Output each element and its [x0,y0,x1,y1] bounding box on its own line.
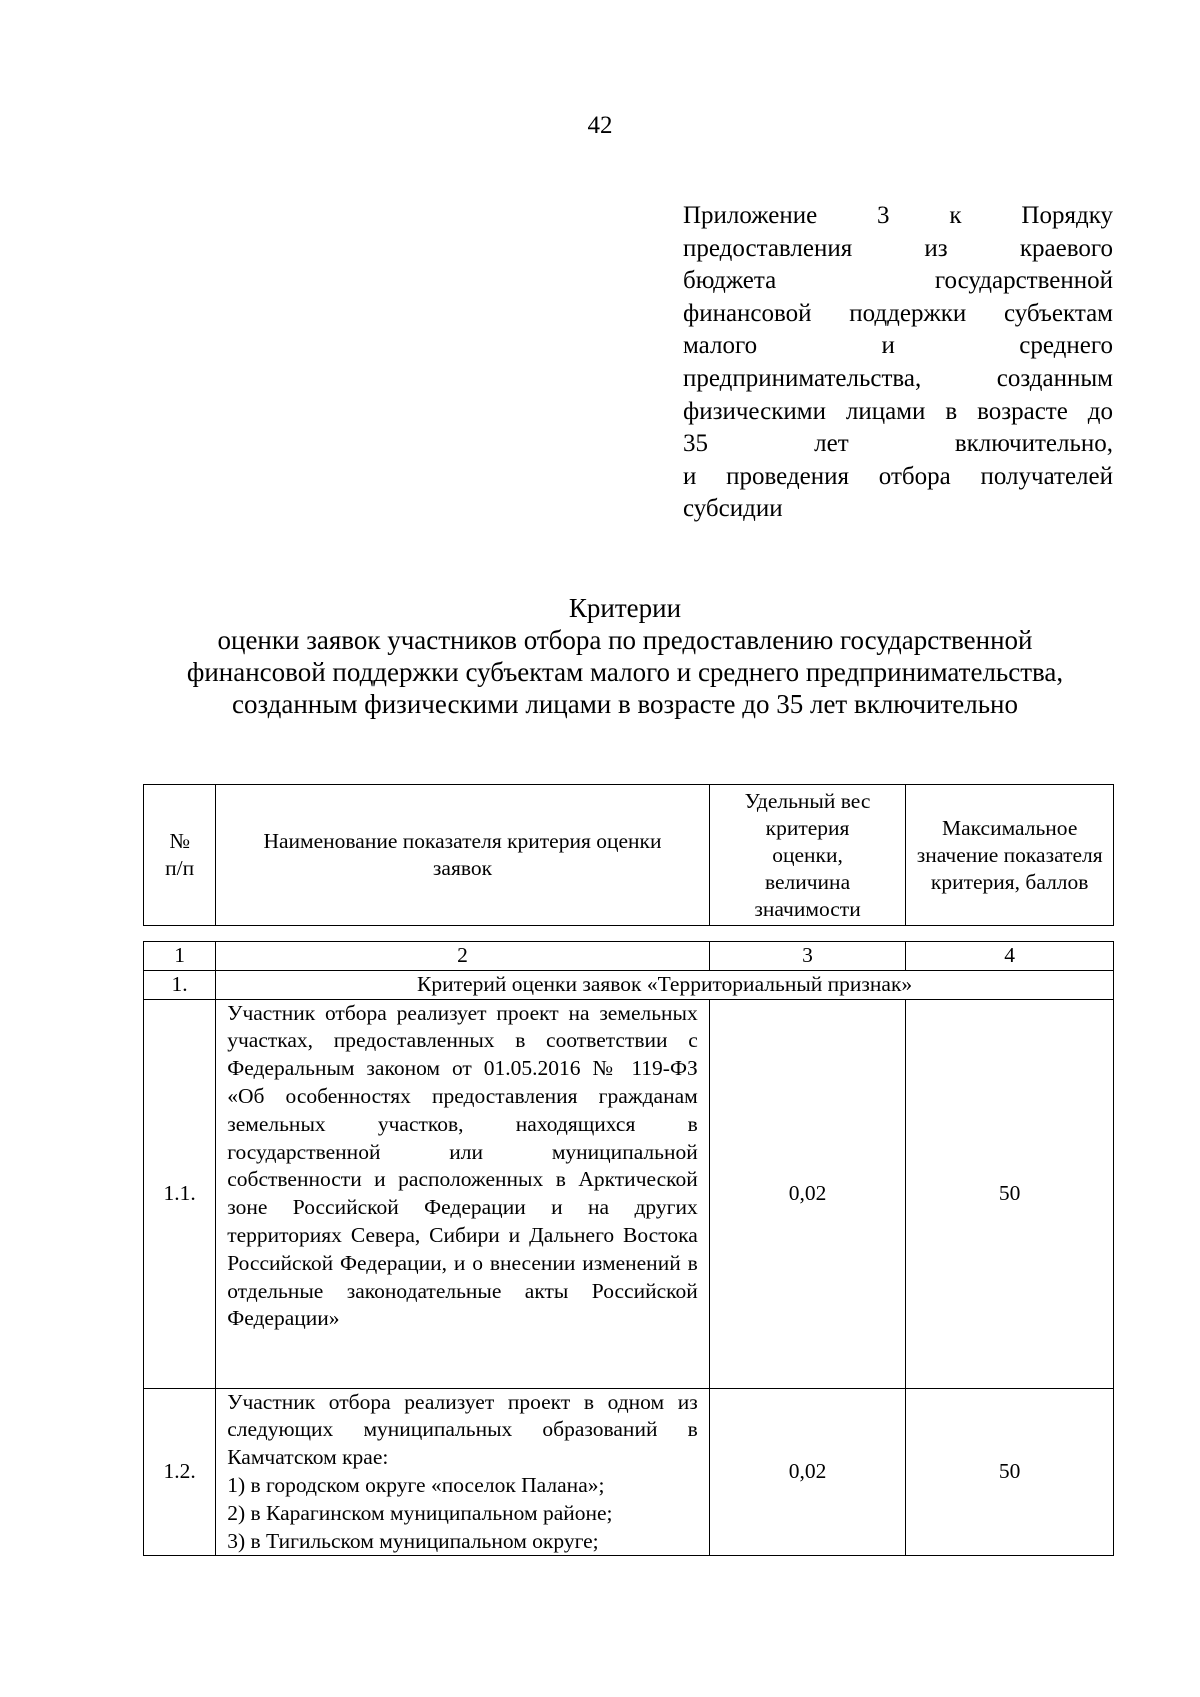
section-num: 1. [144,970,216,999]
column-number: 2 [216,942,710,971]
row-criterion-text: Участник отбора реализует проект на земельных участках, предоставленных в соответствии с Федеральным законом от 01.05.2016 № 119-ФЗ «Об особенностях предоставления гражданам земельных участков, находящихся в государственной или муниципальной собственности и расположенных в Арктической зоне Российской Федерации и на других территориях Севера, Сибири и Дальнего Востока Российской Федерации, и о внесении изменений в отдельные законодательные акты Российской Федерации» [216,999,710,1388]
title-heading: Критерии [568,593,682,623]
row-num: 1.2. [144,1388,216,1556]
document-title [0,592,1200,720]
criteria-table-header [143,784,1114,926]
row-max: 50 [906,1388,1114,1556]
appendix-line: Приложение 3 к Порядку [683,202,1113,229]
criterion-line: 1) в городском округе «поселок Палана»; [227,1472,605,1497]
section-row [144,970,1114,999]
title-subtitle-line: созданным физическими лицами в возрасте до 35 лет включительно [231,689,1019,719]
row-weight: 0,02 [709,999,906,1388]
column-number: 1 [144,942,216,971]
appendix-line: малого и среднего [683,332,1113,360]
criterion-line: Участник отбора реализует проект в одном из следующих муниципальных образований в Камчатском крае: [227,1389,698,1470]
criteria-table [143,941,1114,1556]
column-number: 4 [906,942,1114,971]
table-row [144,1388,1114,1556]
row-num: 1.1. [144,999,216,1388]
criterion-line: 3) в Тигильском муниципальном округе; [227,1528,599,1553]
appendix-line: предоставления из краевого [683,234,1113,262]
appendix-line: предпринимательства, созданным [683,364,1113,392]
title-subtitle-line: оценки заявок участников отбора по предоставлению государственной [217,625,1033,655]
header-num: № п/п [144,785,216,926]
header-max: Максимальное значение показателя критерия, баллов [906,785,1114,926]
table-row [144,999,1114,1388]
criterion-line: 2) в Карагинском муниципальном районе; [227,1500,613,1525]
header-weight: Удельный вес критерия оценки, величина значимости [709,785,906,926]
title-subtitle-line: финансовой поддержки субъектам малого и среднего предпринимательства, [186,657,1064,687]
column-numbers-row [144,942,1114,971]
page-number: 42 [587,112,613,139]
column-number: 3 [709,942,906,971]
appendix-line: бюджета государственной [683,267,1113,295]
appendix-line: финансовой поддержки субъектам [683,299,1113,327]
appendix-line: и проведения отбора получателей [683,462,1113,490]
header-row [144,785,1114,926]
appendix-reference [683,200,1113,526]
row-weight: 0,02 [709,1388,906,1556]
appendix-line: субсидии [683,495,783,523]
row-max: 50 [906,999,1114,1388]
row-criterion-text [216,1388,710,1556]
header-name: Наименование показателя критерия оценки заявок [216,785,710,926]
appendix-line: 35 лет включительно, [683,430,1113,458]
section-title: Критерий оценки заявок «Территориальный признак» [216,970,1114,999]
appendix-line: физическими лицами в возрасте до [683,397,1113,425]
